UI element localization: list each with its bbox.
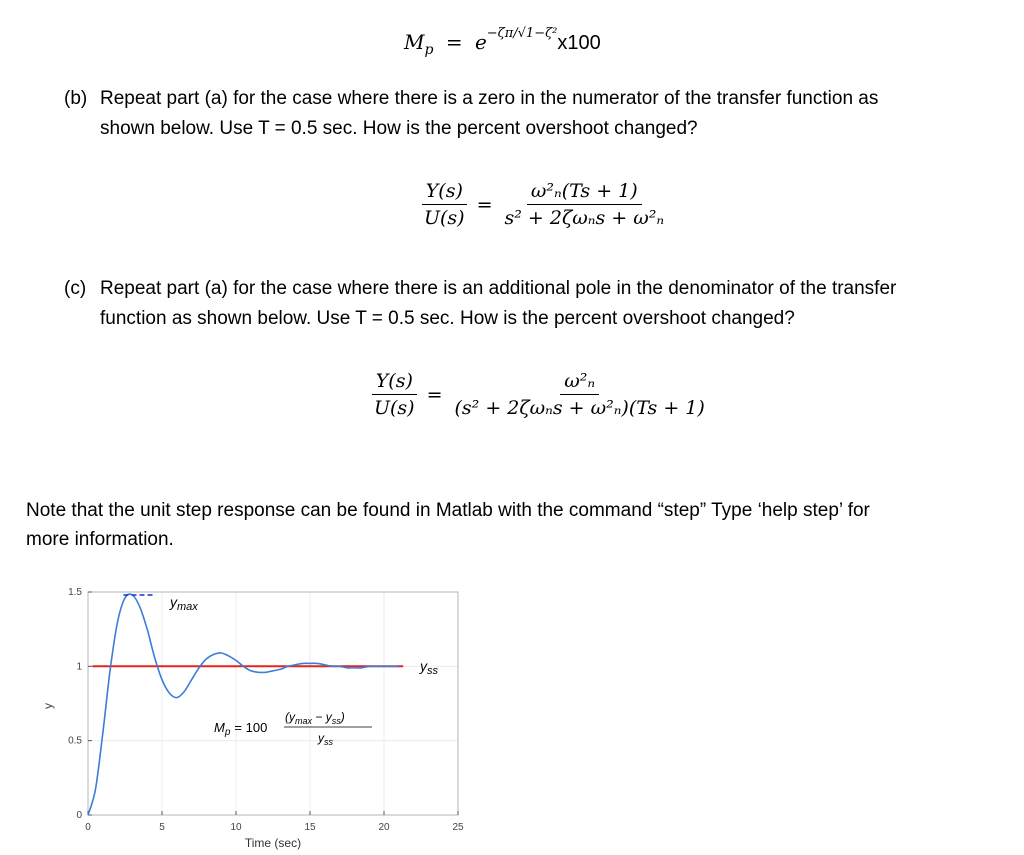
x-tick-label: 10 <box>230 822 242 833</box>
part-b-label: (b) <box>64 88 88 109</box>
part-b-line1: Repeat part (a) for the case where there is a zero in the numerator of the transfer function as <box>100 88 879 109</box>
tf-c-lhs-num: Y(s) <box>372 370 417 395</box>
exp-base: e <box>474 30 487 54</box>
svg-text:(ymax − yss): $(y_{max} - y_{ss})$ <box>285 710 345 726</box>
note-line2: more information. <box>26 529 174 550</box>
tf-b-rhs <box>501 180 669 229</box>
y-axis-label: y <box>41 703 55 709</box>
svg-text:Mp= 100: $M_p = 100$ <box>214 720 268 738</box>
equals-sign: = <box>445 30 463 54</box>
formula-suffix: x100 <box>557 32 601 54</box>
tf-c-rhs <box>451 370 709 419</box>
mp-symbol: M <box>404 30 425 54</box>
part-c-transfer-function <box>370 370 709 419</box>
tf-c-rhs-den: (s² + 2ζωₙs + ω²ₙ)(Ts + 1) <box>454 397 705 419</box>
svg-text:yss: $y_{ss}$ <box>318 731 333 747</box>
y-tick-label: 1 <box>76 661 82 673</box>
tf-c-equals: = <box>426 383 443 406</box>
top-formula <box>404 26 601 58</box>
part-c-label: (c) <box>64 278 87 299</box>
chart-series <box>88 594 403 815</box>
y-tick-label: 1.5 <box>68 587 82 598</box>
tf-c-rhs-num: ω²ₙ <box>560 370 599 395</box>
chart-ticks <box>68 587 464 833</box>
note-line1: Note that the unit step response can be found in Matlab with the command “step” Type ‘help step’ for <box>26 500 870 521</box>
x-axis-label: Time (sec) <box>244 836 302 850</box>
x-tick-label: 5 <box>159 822 165 833</box>
tf-c-lhs <box>370 370 419 419</box>
tf-b-rhs-num: ω²ₙ(Ts + 1) <box>527 180 642 205</box>
x-tick-label: 20 <box>378 822 390 833</box>
mp-subscript: p <box>424 42 434 58</box>
x-tick-label: 15 <box>304 822 316 833</box>
plot-area-border <box>88 592 458 815</box>
ymax-annotation: $y_{max}$ <box>170 594 198 613</box>
tf-b-rhs-den: s² + 2ζωₙs + ω²ₙ <box>504 207 665 229</box>
tf-c-lhs-den: U(s) <box>374 397 415 419</box>
y-tick-label: 0 <box>76 810 82 821</box>
part-c-line1: Repeat part (a) for the case where there is an additional pole in the denominator of the transfer <box>100 278 897 299</box>
part-b-line2: shown below. Use T = 0.5 sec. How is the percent overshoot changed? <box>100 118 698 139</box>
tf-b-equals: = <box>476 193 493 216</box>
tf-b-lhs-den: U(s) <box>424 207 465 229</box>
exp-exponent: −ζπ/√1−ζ² <box>486 26 558 42</box>
tf-b-lhs-num: Y(s) <box>422 180 467 205</box>
part-c-line2: function as shown below. Use T = 0.5 sec. How is the percent overshoot changed? <box>100 308 795 329</box>
y-tick-label: 0.5 <box>68 735 82 747</box>
x-tick-label: 25 <box>452 822 464 833</box>
tf-b-lhs <box>420 180 469 229</box>
step-response-chart <box>0 580 520 855</box>
overshoot-formula-annotation <box>214 710 372 747</box>
step-response-line <box>88 594 399 815</box>
chart-grid <box>88 592 458 815</box>
yss-annotation: $y_{ss}$ <box>420 658 438 677</box>
x-tick-label: 0 <box>85 822 91 833</box>
part-b-transfer-function <box>420 180 668 229</box>
